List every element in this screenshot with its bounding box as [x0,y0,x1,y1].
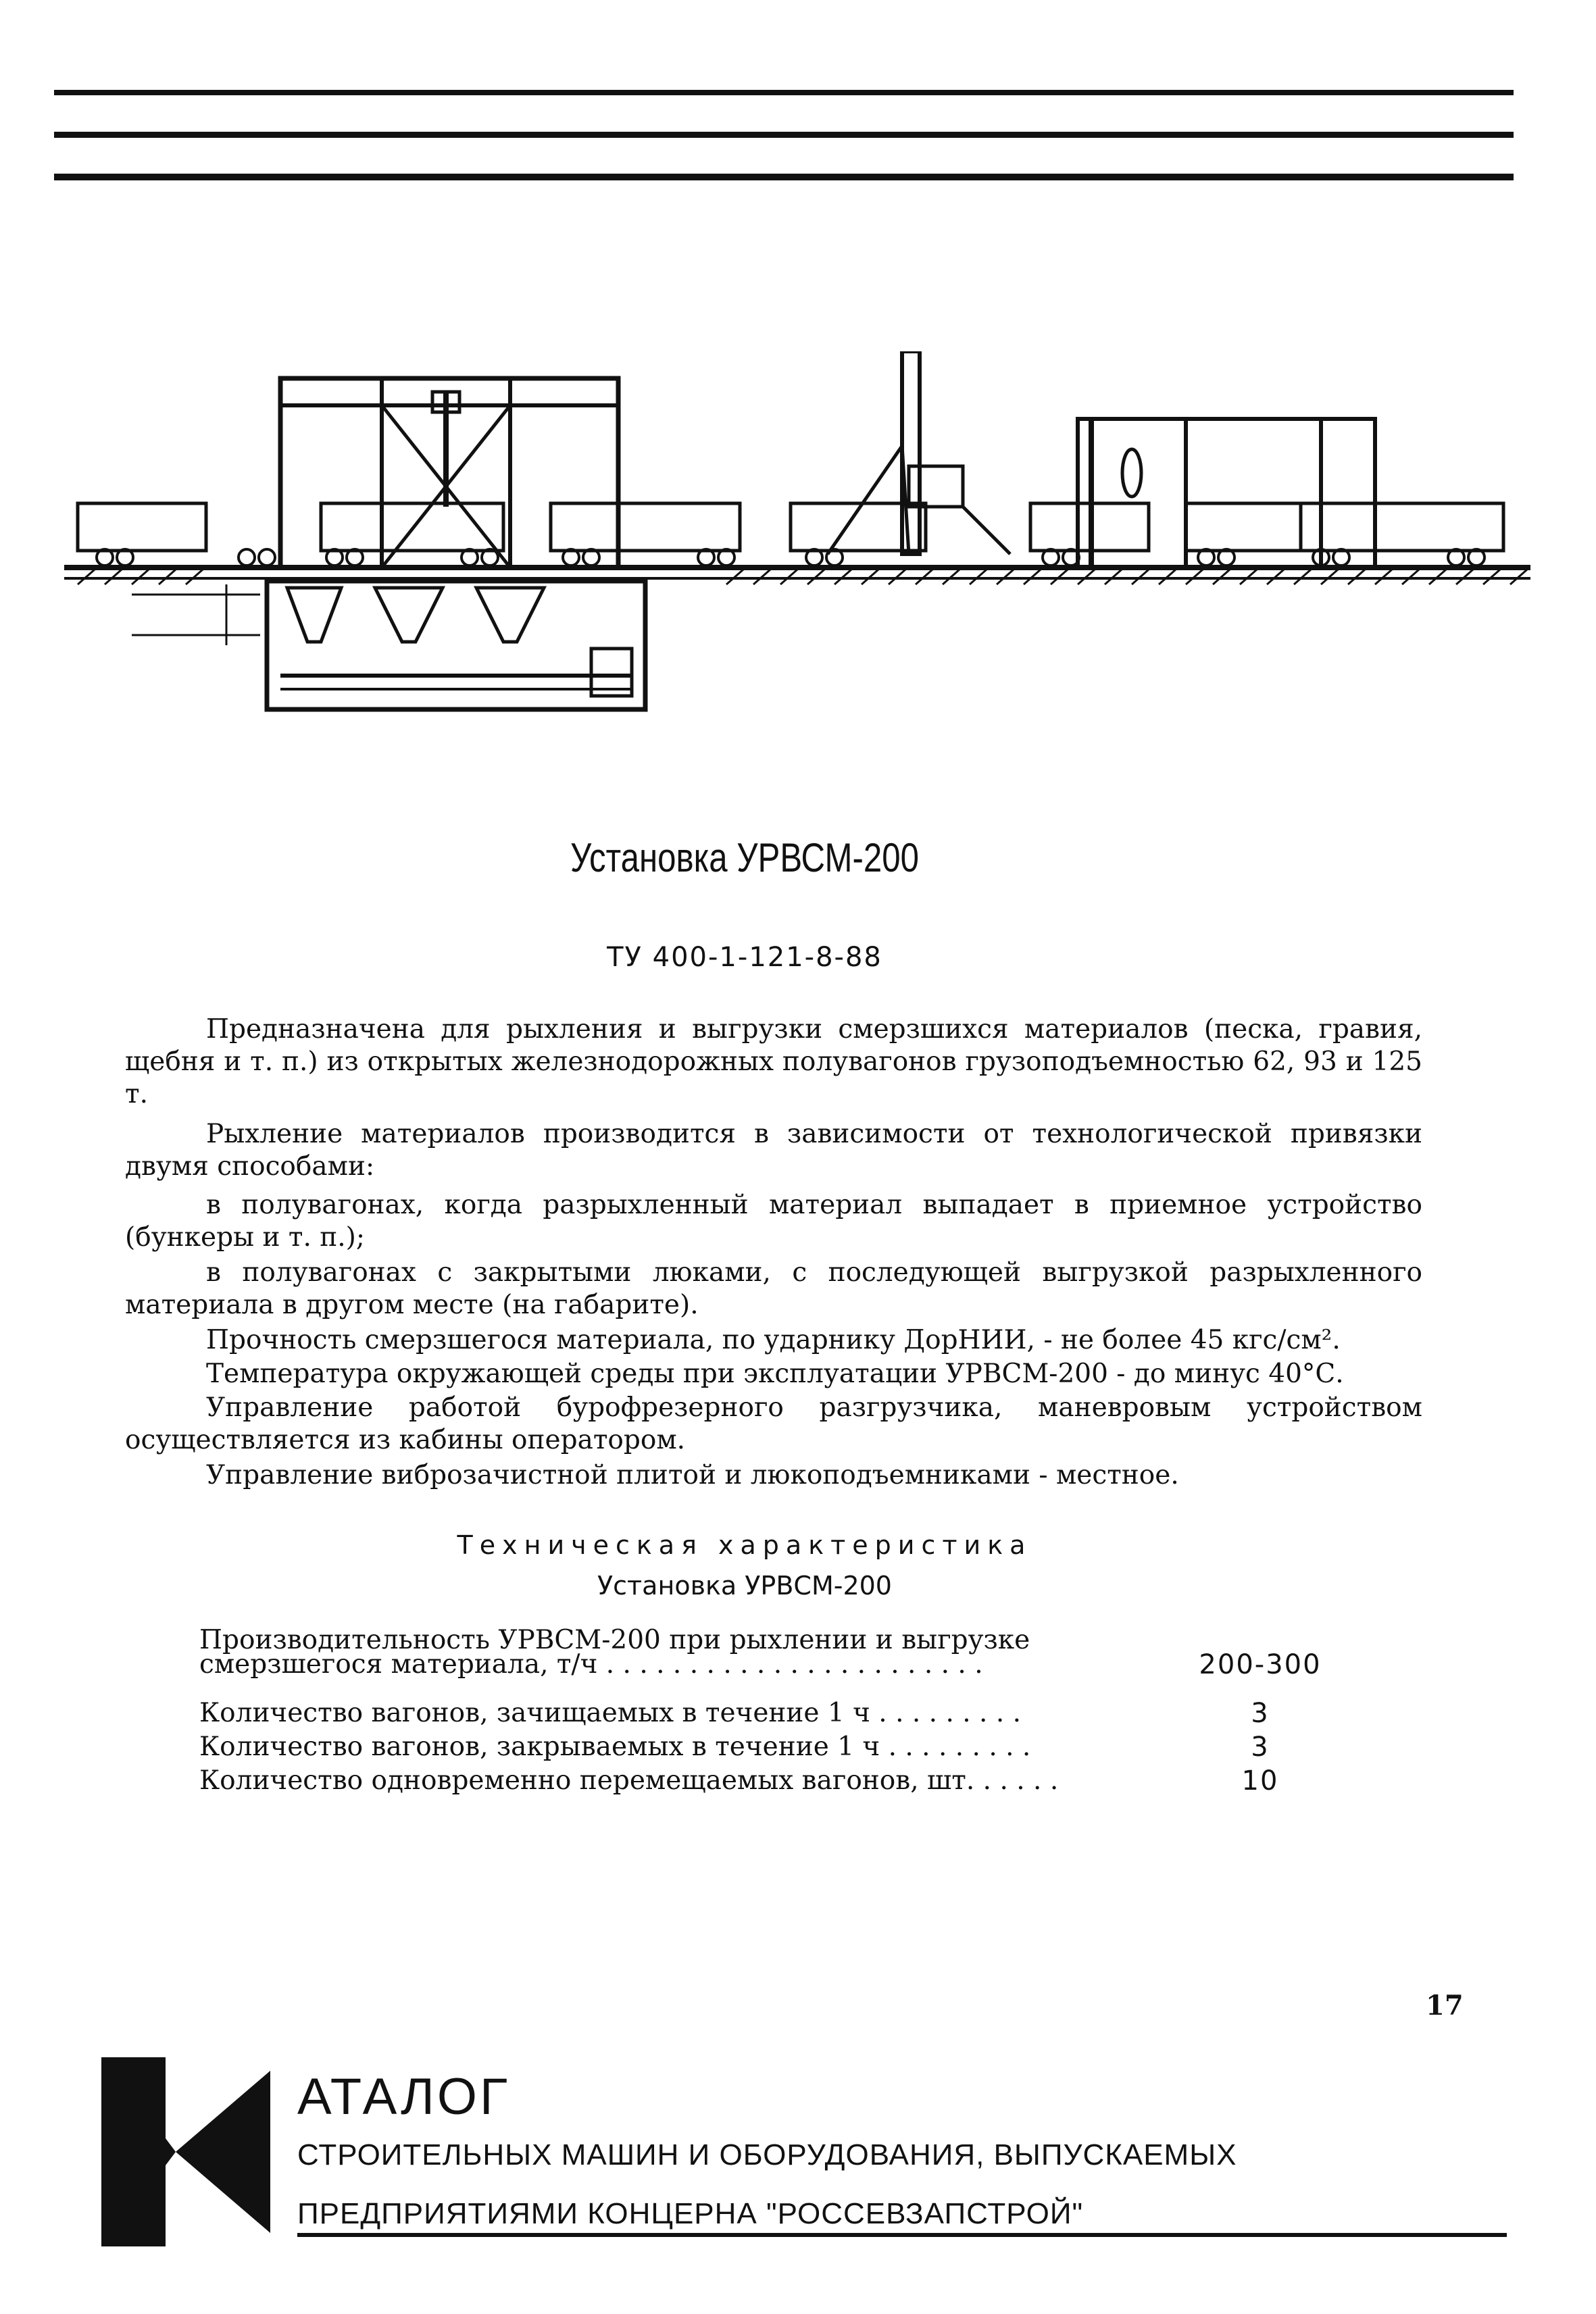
paragraph-strength: Прочность смерзшегося материала, по ударнику ДорНИИ, - не более 45 кгс/см². [206,1325,1341,1355]
catalog-subtitle-line-2: ПРЕДПРИЯТИЯМИ КОНЦЕРНА "РОССЕВЗАПСТРОЙ" [297,2197,1084,2230]
spec-value: 3 [1251,1732,1270,1763]
paragraph-methods: Рыхление материалов производится в зависимости от технологической привязки двумя способами: [125,1119,1422,1182]
spec-heading: Техническая характеристика [457,1530,1032,1560]
spec-name: Производительность УРВСМ-200 при рыхлении и выгрузке [199,1625,1030,1655]
paragraph-purpose: Предназначена для рыхления и выгрузки смерзшихся материалов (песка, гравия, щебня и т. п.) из открытых железнодорожных полувагонов грузоподъемностью 62, 93 и 125 т. [125,1014,1422,1109]
spec-row [199,1649,1348,1682]
catalog-k-logo [101,2057,270,2246]
installation-diagram [64,351,1530,730]
spec-row [199,1732,1348,1764]
header-rule-3 [54,174,1514,180]
paragraph-control-local: Управление виброзачистной плитой и люкоподъемниками - местное. [206,1460,1179,1490]
paragraph-control-cabin: Управление работой бурофрезерного разгрузчика, маневровым устройством осуществляется из кабины оператором. [125,1392,1422,1455]
header-rule-2 [54,132,1514,138]
paragraph-method-2: в полувагонах с закрытыми люками, с последующей выгрузкой разрыхленного материала в другом месте (на габарите). [125,1257,1422,1320]
catalog-title: АТАЛОГ [297,2068,511,2126]
paragraph-method-1: в полувагонах, когда разрыхленный материал выпадает в приемное устройство (бункеры и т. п.); [125,1190,1422,1253]
paragraph-temperature: Температура окружающей среды при эксплуатации УРВСМ-200 - до минус 40°С. [206,1359,1344,1389]
spec-subheading: Установка УРВСМ-200 [597,1571,892,1601]
spec-value: 200-300 [1199,1649,1322,1680]
tech-spec-code: ТУ 400-1-121-8-88 [607,942,882,973]
spec-row [199,1698,1348,1730]
spec-value: 3 [1251,1698,1270,1729]
spec-name: Количество вагонов, закрываемых в течение 1 ч . . . . . . . . . [199,1732,1031,1762]
footer-rule [297,2233,1507,2237]
spec-name: Количество вагонов, зачищаемых в течение 1 ч . . . . . . . . . [199,1698,1022,1728]
spec-name: смерзшегося материала, т/ч . . . . . . . . . . . . . . . . . . . . . . . [199,1649,983,1680]
page-number: 17 [1426,1990,1464,2021]
page-title: Установка УРВСМ-200 [570,835,919,880]
catalog-subtitle-line-1: СТРОИТЕЛЬНЫХ МАШИН И ОБОРУДОВАНИЯ, ВЫПУСКАЕМЫХ [297,2138,1237,2171]
spec-name: Количество одновременно перемещаемых вагонов, шт. . . . . . [199,1765,1059,1796]
spec-row [199,1765,1348,1798]
header-rule-1 [54,90,1514,95]
spec-value: 10 [1241,1765,1279,1796]
